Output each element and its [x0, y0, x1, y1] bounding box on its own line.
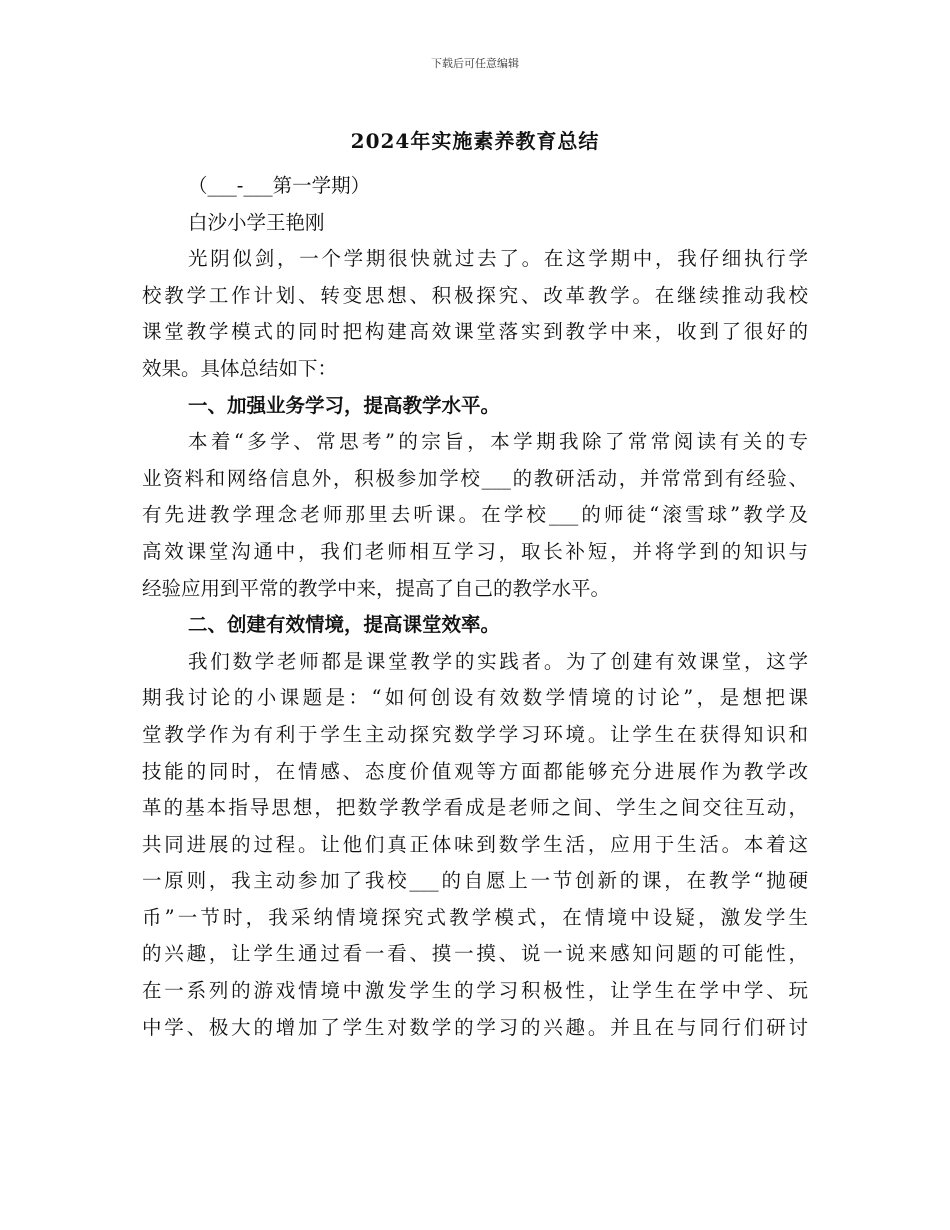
paragraph-line: 中学、极大的增加了学生对数学的学习的兴趣。并且在与同行们研讨 [142, 1015, 808, 1039]
paragraph-line: 光阴似剑，一个学期很快就过去了。在这学期中，我仔细执行学 [188, 247, 808, 271]
paragraph-line: 共同进展的过程。让他们真正体味到数学生活，应用于生活。本着这 [142, 832, 808, 856]
paragraph-line: 校教学工作计划、转变思想、积极探究、改革教学。在继续推动我校 [142, 283, 808, 307]
page-title: 2024年实施素养教育总结 [350, 129, 600, 153]
paragraph-line: （___-___第一学期） [188, 174, 371, 197]
paragraph-line: 我们数学老师都是课堂教学的实践者。为了创建有效课堂，这学 [188, 649, 808, 673]
paragraph-line: 本着“多学、常思考”的宗旨，本学期我除了常常阅读有关的专 [188, 430, 808, 454]
section-heading: 一、加强业务学习，提高教学水平。 [188, 393, 501, 417]
paragraph-line: 堂教学作为有利于学生主动探究数学学习环境。让学生在获得知识和 [142, 722, 808, 746]
paragraph-line: 一原则，我主动参加了我校___的自愿上一节创新的课，在教学“抛硬 [142, 869, 808, 893]
paragraph-line: 期我讨论的小课题是：“如何创设有效数学情境的讨论”，是想把课 [142, 686, 808, 710]
paragraph-line: 高效课堂沟通中，我们老师相互学习，取长补短，并将学到的知识与 [142, 539, 808, 563]
paragraph-line: 的兴趣，让学生通过看一看、摸一摸、说一说来感知问题的可能性， [142, 942, 808, 966]
paragraph-line: 有先进教学理念老师那里去听课。在学校___的师徒“滚雪球”教学及 [142, 503, 808, 527]
paragraph-line: 币”一节时，我采纳情境探究式教学模式，在情境中设疑，激发学生 [142, 905, 808, 929]
section-heading: 二、创建有效情境，提高课堂效率。 [188, 613, 501, 637]
header-note: 下载后可任意编辑 [431, 57, 519, 70]
paragraph-line: 经验应用到平常的教学中来，提高了自己的教学水平。 [142, 576, 611, 600]
paragraph-line: 业资料和网络信息外，积极参加学校___的教研活动，并常常到有经验、 [142, 466, 808, 490]
document-body [142, 168, 808, 1046]
paragraph-line: 白沙小学王艳刚 [188, 210, 325, 234]
paragraph-line: 效果。具体总结如下： [142, 356, 338, 380]
paragraph-line: 在一系列的游戏情境中激发学生的学习积极性，让学生在学中学、玩 [142, 979, 808, 1003]
paragraph-line: 课堂教学模式的同时把构建高效课堂落实到教学中来，收到了很好的 [142, 320, 808, 344]
paragraph-line: 技能的同时，在情感、态度价值观等方面都能够充分进展作为教学改 [142, 759, 808, 783]
paragraph-line: 革的基本指导思想，把数学教学看成是老师之间、学生之间交往互动， [142, 796, 808, 820]
